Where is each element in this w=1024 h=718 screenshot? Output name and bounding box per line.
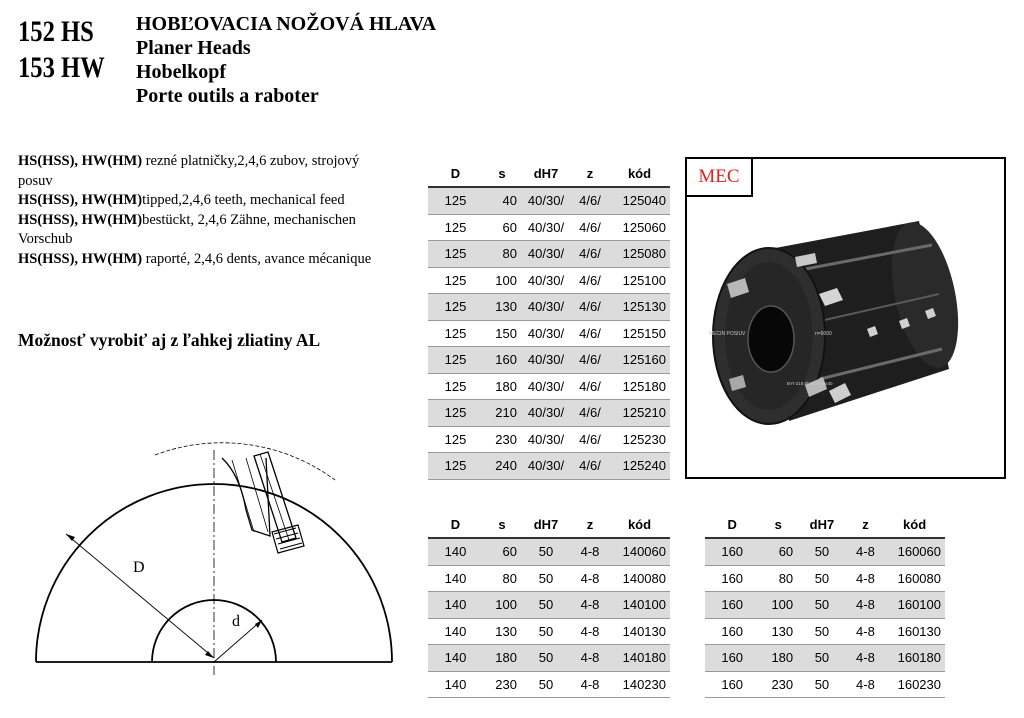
engraving-left-text: MECIN POSIUV [709, 331, 746, 337]
column-header: D [705, 511, 759, 538]
table-cell: 50 [797, 671, 847, 698]
table-cell: 80 [483, 241, 521, 268]
column-header: s [759, 511, 797, 538]
table-cell: 50 [521, 645, 571, 672]
table-cell: 60 [483, 214, 521, 241]
table-cell: 125 [428, 294, 483, 321]
table-cell: 180 [483, 373, 521, 400]
table-cell: 130 [483, 618, 521, 645]
table-cell: 80 [759, 565, 797, 592]
table-cell: 4-8 [571, 538, 609, 565]
title-english: Planer Heads [136, 37, 251, 59]
column-header: s [483, 511, 521, 538]
title-slovak: HOBĽOVACIA NOŽOVÁ HLAVA [136, 13, 437, 35]
title-german: Hobelkopf [136, 61, 227, 83]
description-line-en: HS(HSS), HW(HM)tipped,2,4,6 teeth, mechanical feed [18, 192, 345, 208]
table-cell: 4/6/ [571, 294, 609, 321]
table-cell: 40/30/ [521, 347, 571, 374]
table-cell: 125 [428, 214, 483, 241]
table-cell: 140 [428, 565, 483, 592]
product-photo [685, 157, 1006, 479]
table-row [428, 538, 670, 565]
table-cell: 40/30/ [521, 400, 571, 427]
table-cell: 80 [483, 565, 521, 592]
table-cell: 140080 [609, 565, 670, 592]
table-cell: 230 [483, 426, 521, 453]
table-cell: 125 [428, 426, 483, 453]
table-cell: 4/6/ [571, 453, 609, 480]
dimension-label-D: D [133, 559, 145, 576]
table-cell: 140180 [609, 645, 670, 672]
table-cell: 4/6/ [571, 267, 609, 294]
table-cell: 140060 [609, 538, 670, 565]
table-cell: 4-8 [847, 565, 885, 592]
product-code-hs: 152 HS [18, 15, 94, 48]
table-cell: 4-8 [571, 671, 609, 698]
table-cell: 180 [759, 645, 797, 672]
table-cell: 160 [483, 347, 521, 374]
table-cell: 125 [428, 347, 483, 374]
table-cell: 210 [483, 400, 521, 427]
table-cell: 100 [483, 592, 521, 619]
product-codes [18, 14, 105, 86]
table-cell: 125040 [609, 187, 670, 214]
table-row [428, 453, 670, 480]
table-row [428, 347, 670, 374]
table-cell: 125080 [609, 241, 670, 268]
table-cell: 125100 [609, 267, 670, 294]
table-row [428, 373, 670, 400]
table-cell: 50 [797, 592, 847, 619]
table-cell: 125 [428, 400, 483, 427]
column-header: z [847, 511, 885, 538]
product-description [18, 152, 393, 269]
engraving-bottom-text: BYI-218 Ø125x180x40 [787, 381, 833, 386]
column-header: kód [609, 511, 670, 538]
table-cell: 100 [759, 592, 797, 619]
table-cell: 160 [705, 671, 759, 698]
table-cell: 160180 [884, 645, 945, 672]
table-cell: 4/6/ [571, 320, 609, 347]
table-cell: 125180 [609, 373, 670, 400]
table-cell: 4-8 [847, 538, 885, 565]
column-header: dH7 [521, 511, 571, 538]
table-cell: 160 [705, 565, 759, 592]
table-cell: 140100 [609, 592, 670, 619]
table-row [428, 187, 670, 214]
table-cell: 50 [521, 671, 571, 698]
spec-table-125 [428, 160, 670, 480]
table-cell: 180 [483, 645, 521, 672]
table-cell: 125 [428, 373, 483, 400]
column-header: D [428, 160, 483, 187]
table-cell: 4/6/ [571, 214, 609, 241]
spec-table-140 [428, 511, 670, 698]
mec-badge: MEC [687, 159, 753, 197]
table-cell: 50 [521, 618, 571, 645]
table-cell: 40/30/ [521, 187, 571, 214]
table-cell: 40/30/ [521, 294, 571, 321]
spec-table-160 [705, 511, 945, 698]
table-cell: 4-8 [571, 592, 609, 619]
table-cell: 4-8 [571, 618, 609, 645]
table-cell: 230 [759, 671, 797, 698]
table-row [428, 294, 670, 321]
table-cell: 4-8 [847, 618, 885, 645]
table-cell: 160 [705, 645, 759, 672]
table-cell: 50 [797, 565, 847, 592]
table-row [705, 645, 945, 672]
table-cell: 4/6/ [571, 373, 609, 400]
table-cell: 50 [797, 645, 847, 672]
table-cell: 4-8 [847, 671, 885, 698]
table-cell: 50 [797, 618, 847, 645]
table-cell: 40/30/ [521, 214, 571, 241]
table-cell: 40/30/ [521, 320, 571, 347]
table-cell: 40 [483, 187, 521, 214]
table-cell: 130 [759, 618, 797, 645]
table-cell: 140230 [609, 671, 670, 698]
technical-drawing [0, 430, 400, 718]
table-row [428, 645, 670, 672]
table-cell: 50 [521, 592, 571, 619]
planer-head-image [687, 159, 1004, 477]
description-line-de: HS(HSS), HW(HM)bestückt, 2,4,6 Zähne, mechanischen Vorschub [18, 211, 356, 247]
table-cell: 160130 [884, 618, 945, 645]
table-row [428, 400, 670, 427]
column-header: D [428, 511, 483, 538]
table-cell: 125130 [609, 294, 670, 321]
table-cell: 160060 [884, 538, 945, 565]
table-cell: 4/6/ [571, 400, 609, 427]
table-cell: 50 [797, 538, 847, 565]
table-cell: 4-8 [571, 565, 609, 592]
table-cell: 4-8 [571, 645, 609, 672]
table-cell: 140130 [609, 618, 670, 645]
table-cell: 140 [428, 618, 483, 645]
table-cell: 125060 [609, 214, 670, 241]
table-cell: 140 [428, 645, 483, 672]
table-cell: 140 [428, 671, 483, 698]
table-cell: 40/30/ [521, 267, 571, 294]
column-header: dH7 [797, 511, 847, 538]
table-cell: 50 [521, 565, 571, 592]
table-cell: 150 [483, 320, 521, 347]
table-cell: 60 [759, 538, 797, 565]
table-cell: 125160 [609, 347, 670, 374]
table-cell: 125150 [609, 320, 670, 347]
table-cell: 125 [428, 267, 483, 294]
table-row [428, 320, 670, 347]
column-header: kód [609, 160, 670, 187]
table-row [705, 538, 945, 565]
table-row [428, 618, 670, 645]
table-row [428, 671, 670, 698]
table-cell: 125210 [609, 400, 670, 427]
table-cell: 40/30/ [521, 453, 571, 480]
table-cell: 40/30/ [521, 241, 571, 268]
table-cell: 4/6/ [571, 241, 609, 268]
table-row [428, 565, 670, 592]
table-cell: 40/30/ [521, 373, 571, 400]
table-cell: 4/6/ [571, 426, 609, 453]
title-french: Porte outils a raboter [136, 85, 319, 107]
table-row [705, 565, 945, 592]
table-cell: 125240 [609, 453, 670, 480]
table-cell: 160100 [884, 592, 945, 619]
table-cell: 60 [483, 538, 521, 565]
table-cell: 125 [428, 241, 483, 268]
table-row [705, 618, 945, 645]
table-row [428, 241, 670, 268]
table-row [428, 267, 670, 294]
table-cell: 140 [428, 592, 483, 619]
table-cell: 125 [428, 320, 483, 347]
column-header: kód [884, 511, 945, 538]
table-cell: 125230 [609, 426, 670, 453]
table-cell: 230 [483, 671, 521, 698]
description-line-fr: HS(HSS), HW(HM) raporté, 2,4,6 dents, avance mécanique [18, 250, 372, 267]
table-cell: 125 [428, 187, 483, 214]
table-cell: 100 [483, 267, 521, 294]
table-cell: 160 [705, 592, 759, 619]
column-header: z [571, 160, 609, 187]
table-cell: 50 [521, 538, 571, 565]
table-cell: 4/6/ [571, 187, 609, 214]
table-cell: 160080 [884, 565, 945, 592]
table-cell: 160230 [884, 671, 945, 698]
table-cell: 125 [428, 453, 483, 480]
table-cell: 4-8 [847, 645, 885, 672]
table-cell: 240 [483, 453, 521, 480]
table-cell: 160 [705, 618, 759, 645]
product-code-hw: 153 HW [18, 51, 105, 84]
table-row [428, 214, 670, 241]
column-header: z [571, 511, 609, 538]
dimension-label-d: d [232, 613, 240, 630]
engraving-right-text: n=6000 [815, 331, 832, 337]
table-cell: 160 [705, 538, 759, 565]
column-header: dH7 [521, 160, 571, 187]
table-row [428, 592, 670, 619]
table-cell: 40/30/ [521, 426, 571, 453]
alloy-note: Možnosť vyrobiť aj z ľahkej zliatiny AL [18, 330, 321, 350]
product-titles [136, 12, 436, 108]
table-row [705, 592, 945, 619]
table-cell: 4/6/ [571, 347, 609, 374]
table-cell: 4-8 [847, 592, 885, 619]
table-row [428, 426, 670, 453]
table-row [705, 671, 945, 698]
table-cell: 130 [483, 294, 521, 321]
description-line-sk: HS(HSS), HW(HM) rezné platničky,2,4,6 zubov, strojový posuv [18, 153, 360, 189]
column-header: s [483, 160, 521, 187]
table-cell: 140 [428, 538, 483, 565]
